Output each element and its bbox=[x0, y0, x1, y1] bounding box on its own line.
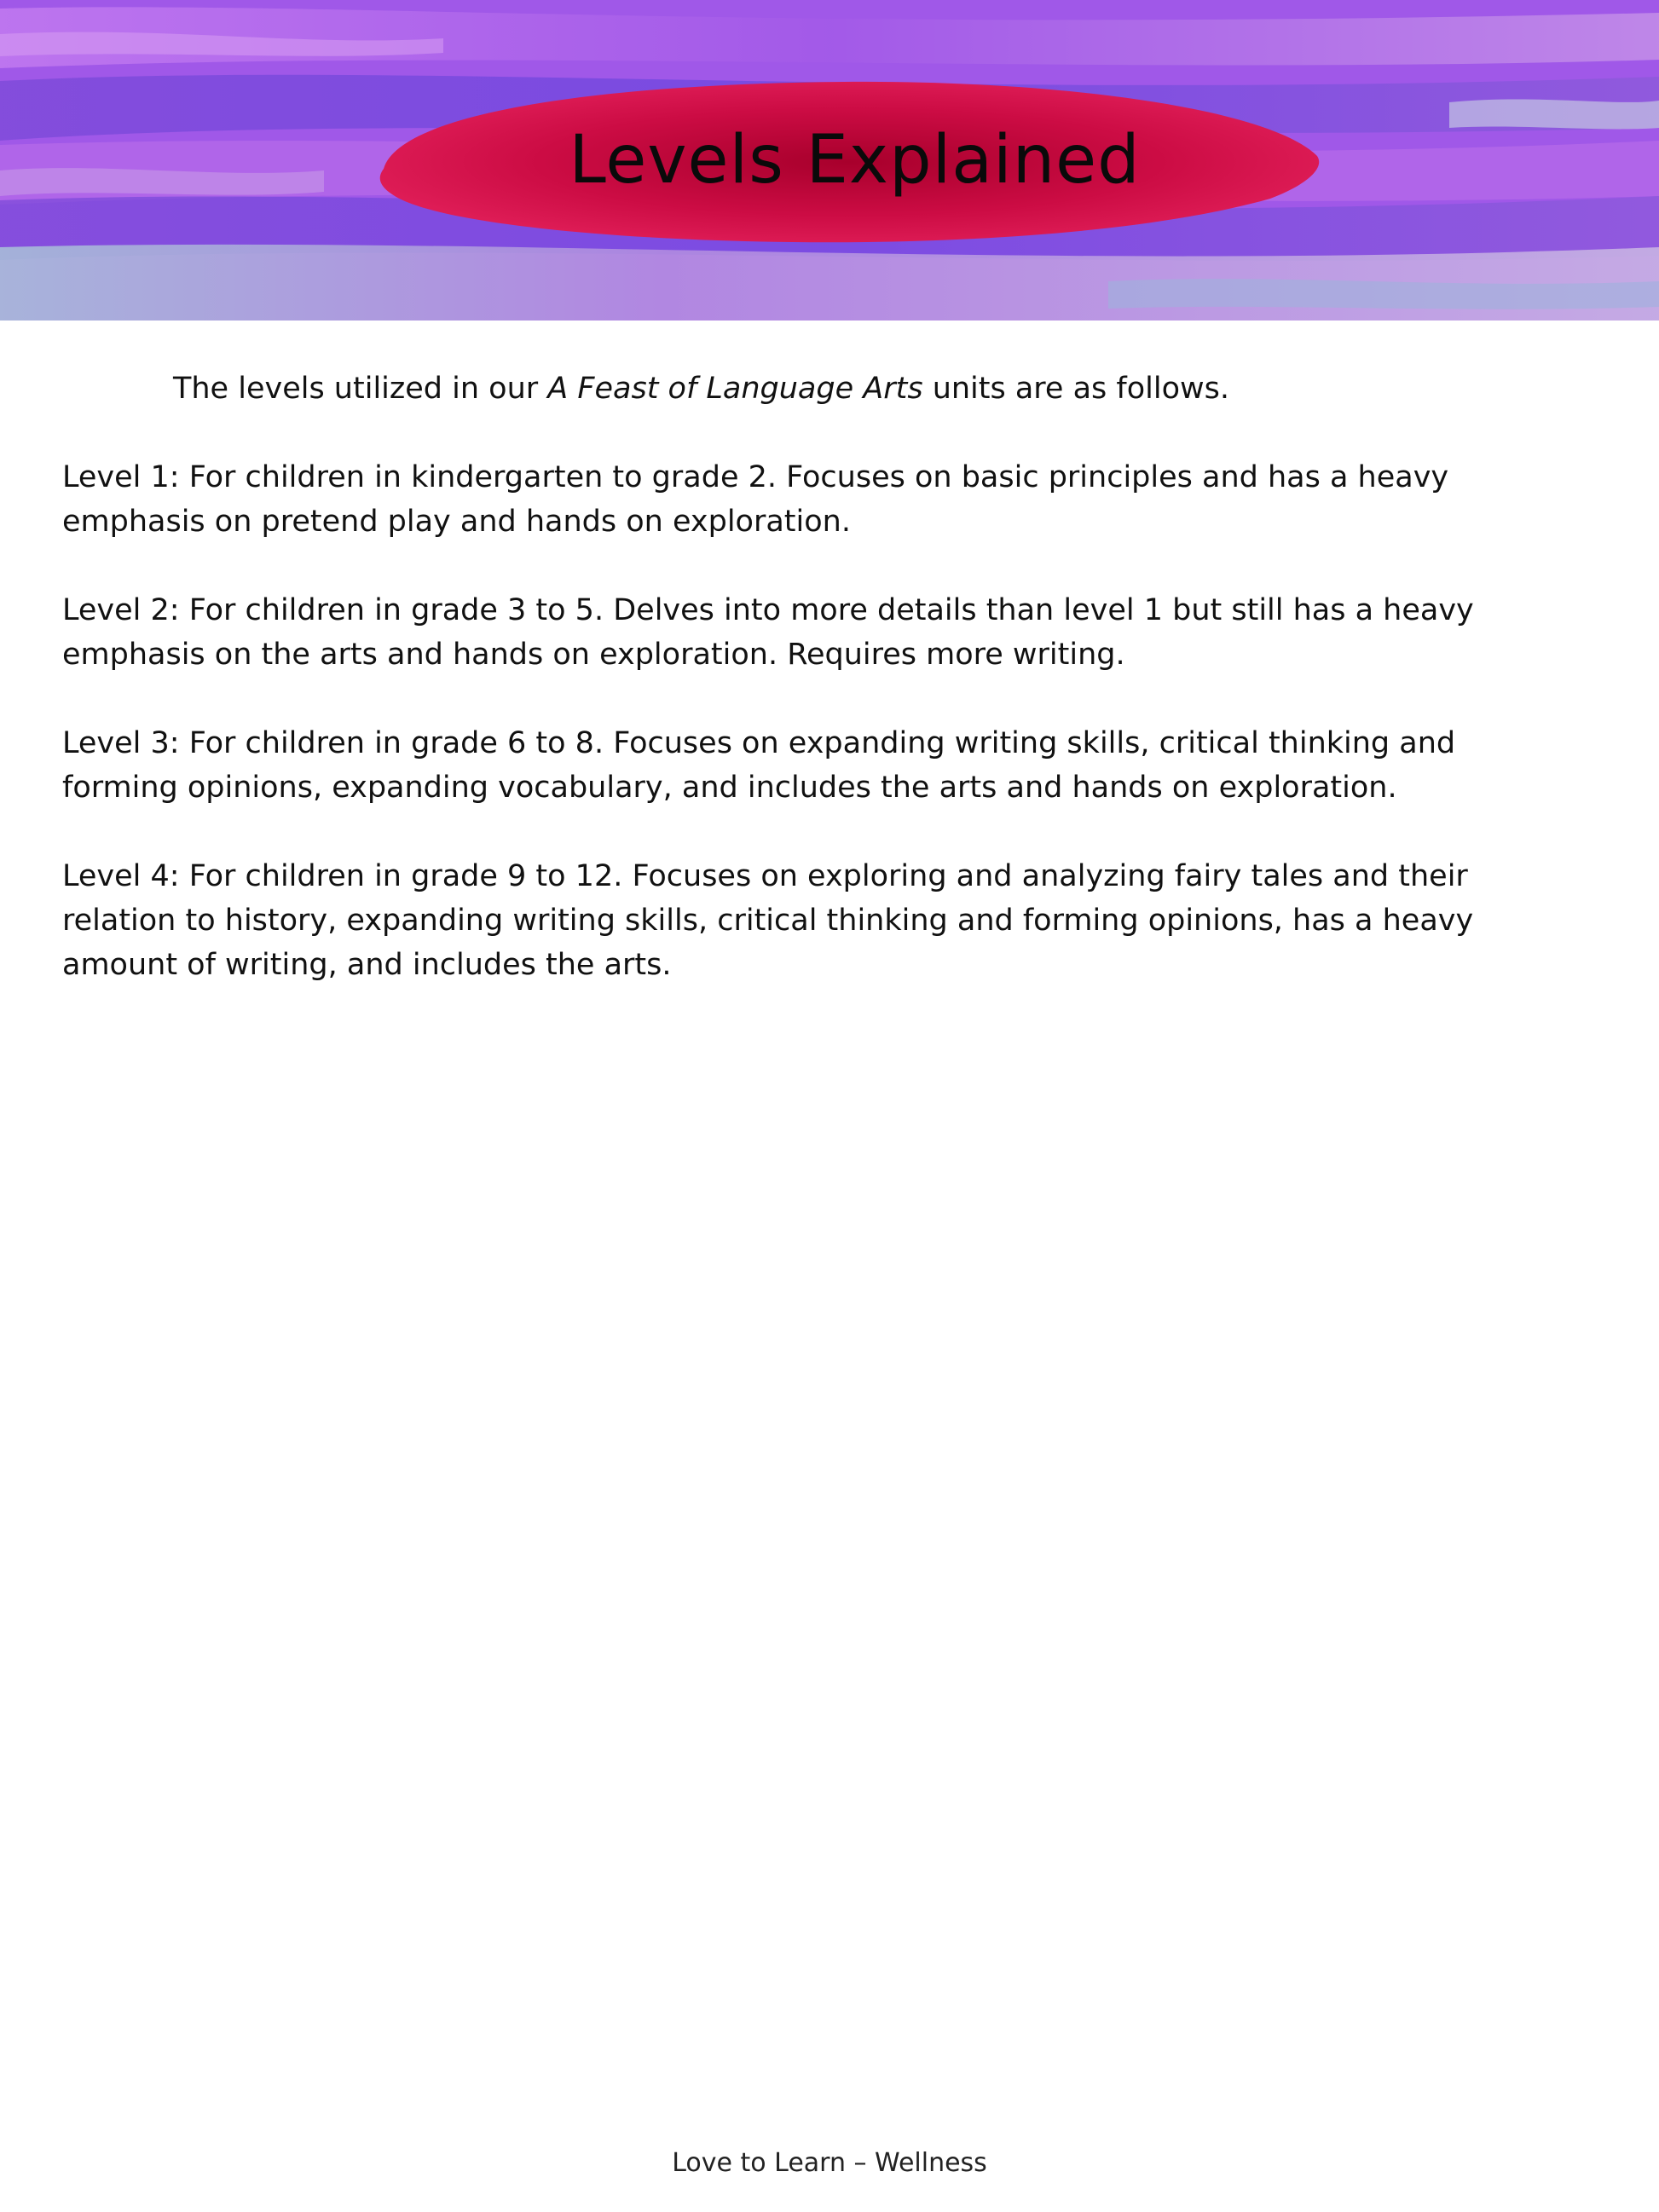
level-1-paragraph bbox=[62, 455, 1580, 544]
intro-text-before: The levels utilized in our bbox=[173, 372, 548, 406]
level-label: Level 2: bbox=[62, 593, 180, 627]
unit-title: A Feast of Language Arts bbox=[547, 372, 923, 406]
level-description: For children in grade 3 to 5. Delves into more details than level 1 but still has a heavy emphasis on the arts and hands on exploration. Requires more writing. bbox=[62, 593, 1474, 672]
level-description: For children in grade 6 to 8. Focuses on expanding writing skills, critical thinking and forming opinions, expanding vocabulary, and includes the arts and hands on exploration. bbox=[62, 726, 1456, 805]
intro-text-after: units are as follows. bbox=[922, 372, 1229, 406]
level-2-paragraph bbox=[62, 588, 1580, 677]
page-footer: Love to Learn – Wellness bbox=[672, 2148, 987, 2178]
level-description: For children in grade 9 to 12. Focuses on exploring and analyzing fairy tales and their relation to history, expanding writing skills, critical thinking and forming opinions, has a heavy amount of writing, and includes the arts. bbox=[62, 859, 1474, 982]
level-label: Level 1: bbox=[62, 460, 180, 494]
level-3-paragraph bbox=[62, 721, 1580, 810]
level-4-paragraph bbox=[62, 854, 1580, 987]
intro-paragraph bbox=[62, 367, 1580, 411]
level-label: Level 3: bbox=[62, 726, 180, 760]
page-title: Levels Explained bbox=[569, 122, 1141, 199]
level-label: Level 4: bbox=[62, 859, 180, 893]
document-body bbox=[62, 367, 1580, 1031]
level-description: For children in kindergarten to grade 2. Focuses on basic principles and has a heavy emphasis on pretend play and hands on exploration. bbox=[62, 460, 1449, 539]
